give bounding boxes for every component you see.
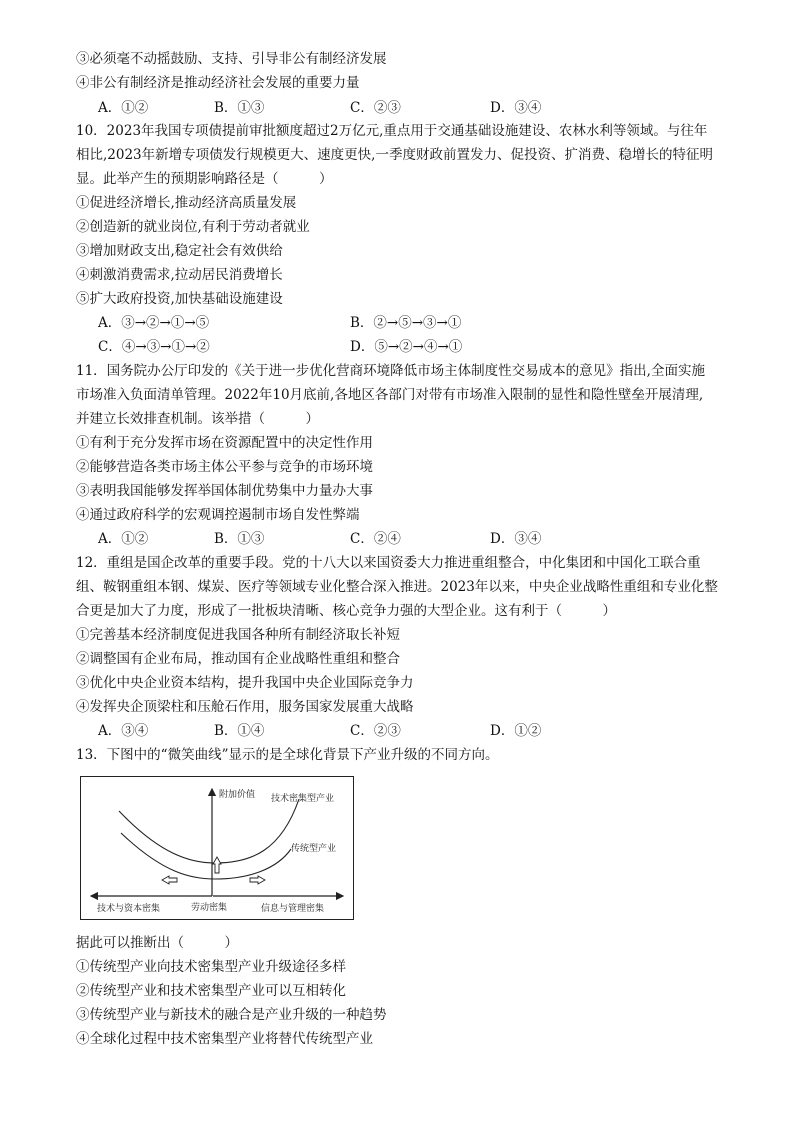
q11-stem-line1: 11．国务院办公厅印发的《关于进一步优化营商环境降低市场主体制度性交易成本的意见》指出,全面实施 bbox=[76, 363, 705, 379]
q13-statement-3: ③传统型产业与新技术的融合是产业升级的一种趋势 bbox=[76, 1007, 387, 1023]
x-right-label: 信息与管理密集 bbox=[261, 904, 325, 914]
statement-4: ④非公有制经济是推动经济社会发展的重要力量 bbox=[76, 75, 360, 91]
q11-statement-2: ②能够营造各类市场主体公平参与竞争的市场环境 bbox=[76, 459, 373, 475]
q10-statement-4: ④刺激消费需求,拉动居民消费增长 bbox=[76, 267, 283, 283]
q12-stem-line3: 合更是加大了力度，形成了一批板块清晰、核心竞争力强的大型企业。这有利于（ ） bbox=[76, 603, 616, 619]
statement-3: ③必须毫不动摇鼓励、支持、引导非公有制经济发展 bbox=[76, 51, 387, 67]
q10-stem-line3: 显。此举产生的预期影响路径是（ ） bbox=[76, 171, 333, 187]
right-arrow-icon bbox=[250, 876, 265, 884]
smile-curve-figure bbox=[80, 776, 354, 920]
q11-option-c[interactable]: C．②④ bbox=[350, 531, 401, 547]
q11-statement-4: ④通过政府科学的宏观调控遏制市场自发性弊端 bbox=[76, 507, 360, 523]
x-left-label: 技术与资本密集 bbox=[97, 904, 161, 914]
q12-option-a[interactable]: A．③④ bbox=[98, 723, 149, 739]
q13-stem: 13．下图中的“微笑曲线”显示的是全球化背景下产业升级的不同方向。 bbox=[76, 747, 499, 763]
q10-statement-1: ①促进经济增长,推动经济高质量发展 bbox=[76, 195, 297, 211]
q12-option-b[interactable]: B．①④ bbox=[214, 723, 265, 739]
q12-stem-line1: 12．重组是国企改革的重要手段。党的十八大以来国资委大力推进重组整合，中化集团和中国化工联合重 bbox=[76, 555, 701, 571]
option-c[interactable]: C．②③ bbox=[350, 100, 401, 116]
q10-stem-line2: 相比,2023年新增专项债发行规模更大、速度更快,一季度财政前置发力、促投资、扩消费、稳增长的特征明 bbox=[76, 147, 713, 163]
q10-option-d[interactable]: D．⑤→②→④→① bbox=[350, 339, 463, 355]
q10-statement-5: ⑤扩大政府投资,加快基础设施建设 bbox=[76, 291, 283, 307]
upper-curve bbox=[119, 799, 299, 863]
q11-statement-1: ①有利于充分发挥市场在资源配置中的决定性作用 bbox=[76, 435, 373, 451]
q10-option-a[interactable]: A．③→②→①→⑤ bbox=[98, 315, 210, 331]
upper-curve-label: 技术密集型产业 bbox=[271, 794, 335, 804]
up-arrow-icon bbox=[213, 857, 221, 873]
q12-statement-1: ①完善基本经济制度促进我国各种所有制经济取长补短 bbox=[76, 627, 400, 643]
q13-prompt: 据此可以推断出（ ） bbox=[76, 935, 238, 951]
q12-option-c[interactable]: C．②③ bbox=[350, 723, 401, 739]
q12-statement-4: ④发挥央企顶梁柱和压舱石作用，服务国家发展重大战略 bbox=[76, 699, 414, 715]
option-a[interactable]: A．①② bbox=[98, 100, 149, 116]
q12-stem-line2: 组、鞍钢重组本钢、煤炭、医疗等领域专业化整合深入推进。2023年以来，中央企业战略性重组和专业化整 bbox=[76, 579, 718, 595]
smile-curve-diagram bbox=[81, 777, 353, 919]
option-b[interactable]: B．①③ bbox=[214, 100, 265, 116]
q13-statement-4: ④全球化过程中技术密集型产业将替代传统型产业 bbox=[76, 1031, 373, 1047]
q11-option-a[interactable]: A．①② bbox=[98, 531, 149, 547]
q10-statement-2: ②创造新的就业岗位,有利于劳动者就业 bbox=[76, 219, 310, 235]
q11-stem-line3: 并建立长效排查机制。该举措（ ） bbox=[76, 411, 319, 427]
x-mid-label: 劳动密集 bbox=[191, 903, 228, 913]
q12-statement-2: ②调整国有企业布局，推动国有企业战略性重组和整合 bbox=[76, 651, 400, 667]
left-arrow-icon bbox=[162, 876, 177, 884]
q10-option-c[interactable]: C．④→③→①→② bbox=[98, 339, 210, 355]
q11-option-d[interactable]: D．③④ bbox=[490, 531, 542, 547]
q11-option-b[interactable]: B．①③ bbox=[214, 531, 265, 547]
q10-option-b[interactable]: B．②→⑤→③→① bbox=[350, 315, 462, 331]
q10-statement-3: ③增加财政支出,稳定社会有效供给 bbox=[76, 243, 283, 259]
q13-statement-1: ①传统型产业向技术密集型产业升级途径多样 bbox=[76, 959, 346, 975]
y-axis-label: 附加价值 bbox=[219, 790, 256, 800]
q10-stem-line1: 10．2023年我国专项债提前审批额度超过2万亿元,重点用于交通基础设施建设、农林水利等领域。与往年 bbox=[76, 123, 708, 139]
q13-statement-2: ②传统型产业和技术密集型产业可以互相转化 bbox=[76, 983, 346, 999]
q12-statement-3: ③优化中央企业资本结构，提升我国中央企业国际竞争力 bbox=[76, 675, 414, 691]
option-d[interactable]: D．③④ bbox=[490, 100, 542, 116]
q11-stem-line2: 市场准入负面清单管理。2022年10月底前,各地区各部门对带有市场准入限制的显性和隐性壁垒开展清理, bbox=[76, 387, 704, 403]
q11-statement-3: ③表明我国能够发挥举国体制优势集中力量办大事 bbox=[76, 483, 373, 499]
lower-curve-label: 传统型产业 bbox=[291, 844, 337, 854]
q12-option-d[interactable]: D．①② bbox=[490, 723, 542, 739]
lower-curve bbox=[121, 833, 291, 879]
